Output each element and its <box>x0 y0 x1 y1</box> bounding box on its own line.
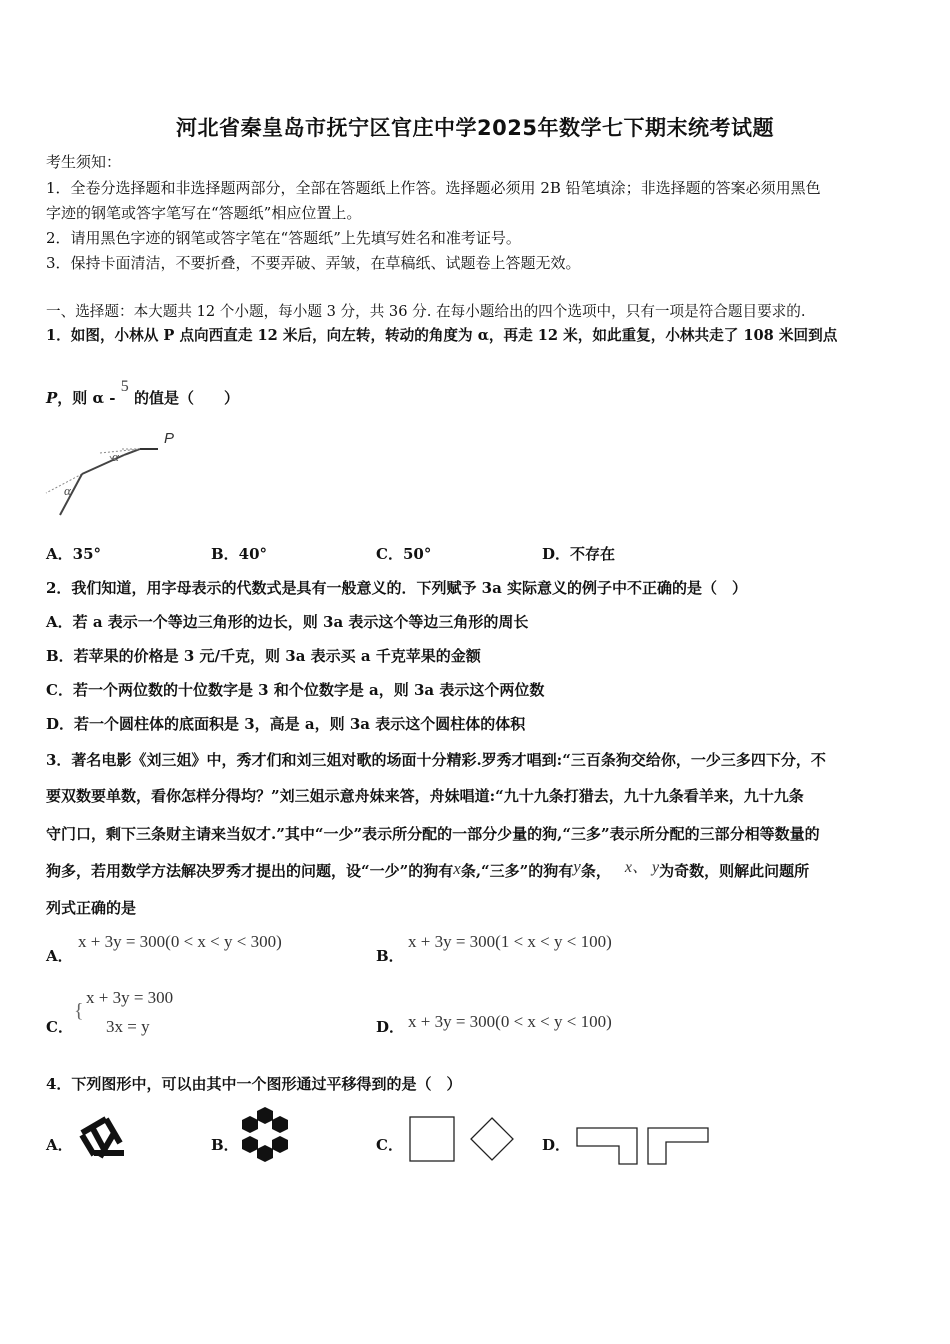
notice-line-1b: 字迹的钢笔或答字笔写在“答题纸”相应位置上。 <box>46 204 362 222</box>
q3-line-4c: 条， <box>580 862 611 880</box>
q3-option-c-eq2[interactable]: 3x = y <box>106 1017 150 1036</box>
q3-option-c-brace: { <box>74 1000 84 1022</box>
q1-text-line2 <box>46 378 239 409</box>
q3-var-y: y <box>573 857 581 876</box>
q3-var-x: x <box>453 859 461 878</box>
q3-option-d-label[interactable]: D． <box>376 1018 405 1036</box>
q3-option-a-expr[interactable]: x + 3y = 300(0 < x < y < 300) <box>78 932 282 951</box>
q1-option-b[interactable]: B．40° <box>211 545 268 563</box>
q1-option-d[interactable]: D．不存在 <box>542 545 616 563</box>
q2-option-d[interactable]: D．若一个圆柱体的底面积是 3，高是 a，则 3a 表示这个圆柱体的体积 <box>46 715 526 733</box>
page-title: 河北省秦皇岛市抚宁区官庄中学2025年数学七下期末统考试题 <box>176 116 774 140</box>
q3-line-5: 列式正确的是 <box>46 899 137 917</box>
q3-option-a-label[interactable]: A． <box>46 947 73 965</box>
q2-option-c[interactable]: C．若一个两位数的十位数字是 3 和个位数字是 a，则 3a 表示这个两位数 <box>46 681 545 699</box>
q1-option-c[interactable]: C．50° <box>376 545 432 563</box>
q1-five: 5 <box>120 378 129 395</box>
q3-line-3: 守门口，剩下三条财主请来当奴才.”其中“一少”表示所分配的一部分少量的狗,“三多”表示所分配的三部分相等数量的 <box>46 825 820 843</box>
q1-fig-alpha-2: α <box>64 483 71 498</box>
q2-option-b[interactable]: B．若苹果的价格是 3 元/千克，则 3a 表示买 a 千克苹果的金额 <box>46 647 481 665</box>
notice-line-3: 3．保持卡面清洁，不要折叠，不要弄破、弄皱，在草稿纸、试题卷上答题无效。 <box>46 254 581 272</box>
notice-heading: 考生须知： <box>46 153 122 171</box>
q3-option-c-eq1[interactable]: x + 3y = 300 <box>86 988 174 1007</box>
q1-path-figure <box>40 425 200 525</box>
q1-point-p: P <box>46 389 58 407</box>
q3-line-4 <box>46 857 810 882</box>
q1-stem: 如图，小林从 P 点向西直走 12 米后，向左转，转动的角度为 α，再走 12 米，如此重复，小林共走了 108 米回到点 <box>70 327 838 344</box>
q1-stem-2: ，则 α - <box>57 389 116 407</box>
q1-fig-label-p: P <box>164 430 175 447</box>
q3-option-b-label[interactable]: B． <box>376 947 404 965</box>
q1-stem-3: 的值是（ ） <box>133 389 239 407</box>
q3-option-d-expr[interactable]: x + 3y = 300(0 < x < y < 100) <box>408 1012 612 1031</box>
q4-option-a[interactable]: A． <box>46 1136 73 1154</box>
q3-var-xy: x、 y <box>624 859 660 876</box>
q4-option-b[interactable]: B． <box>211 1136 239 1154</box>
q3-line-1: 3．著名电影《刘三姐》中，秀才们和刘三姐对歌的场面十分精彩.罗秀才唱到:“三百条狗交给你，一少三多四下分，不 <box>46 751 826 769</box>
q1-text-line1 <box>46 326 837 346</box>
q4-figure-c-square-diamond-icon <box>406 1114 516 1166</box>
q4-figure-b-hexagons-icon <box>238 1106 296 1166</box>
q2-stem: 2．我们知道，用字母表示的代数式是具有一般意义的．下列赋予 3a 实际意义的例子中不正确的是（ ） <box>46 579 748 597</box>
q4-option-c[interactable]: C． <box>376 1136 403 1154</box>
q3-line-4a: 狗多，若用数学方法解决罗秀才提出的问题，设“一少”的狗有 <box>46 862 454 880</box>
q3-option-c-label[interactable]: C． <box>46 1018 73 1036</box>
q3-line-4b: 条,“三多”的狗有 <box>460 862 574 880</box>
q4-figure-d-l-shapes-icon <box>574 1124 714 1168</box>
q1-fig-alpha-1: α <box>112 449 119 464</box>
q1-option-a[interactable]: A．35° <box>46 545 102 563</box>
q2-option-a[interactable]: A．若 a 表示一个等边三角形的边长，则 3a 表示这个等边三角形的周长 <box>46 613 529 631</box>
q4-figure-a-pinwheel-icon <box>76 1113 132 1165</box>
q4-stem: 4．下列图形中，可以由其中一个图形通过平移得到的是（ ） <box>46 1075 462 1093</box>
q1-number: 1． <box>46 327 71 344</box>
notice-line-2: 2．请用黑色字迹的钢笔或答字笔在“答题纸”上先填写姓名和准考证号。 <box>46 229 521 247</box>
q3-option-b-expr[interactable]: x + 3y = 300(1 < x < y < 100) <box>408 932 612 951</box>
q4-option-d[interactable]: D． <box>542 1136 571 1154</box>
q3-line-4d: 为奇数，则解此问题所 <box>659 862 810 880</box>
notice-line-1a: 1．全卷分选择题和非选择题两部分，全部在答题纸上作答。选择题必须用 2B 铅笔填涂；非选择题的答案必须用黑色 <box>46 179 821 197</box>
q3-line-2: 要双数要单数，看你怎样分得均？”刘三姐示意舟妹来答，舟妹唱道:“九十九条打猎去，九十九条看羊来，九十九条 <box>46 787 804 805</box>
section-heading: 一、选择题：本大题共 12 个小题，每小题 3 分，共 36 分. 在每小题给出的四个选项中，只有一项是符合题目要求的. <box>46 303 806 320</box>
